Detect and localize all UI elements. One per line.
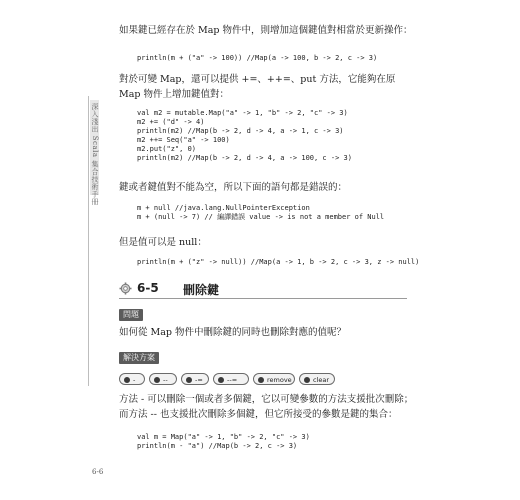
code-block-update: println(m + ("a" -> 100)) //Map(a -> 100, b -> 2, c -> 3) [137,54,378,62]
bullet-icon [124,377,130,383]
problem-label: 問題 [119,309,143,321]
section-heading [119,281,407,299]
op-pill-minus-minus [149,373,177,385]
code-block-remove: val m = Map("a" -> 1, "b" -> 2, "c" -> 3) println(m - "a") //Map(b -> 2, c -> 3) [137,433,310,450]
page-number: 6-6 [92,468,104,476]
book-title-vertical: 深入淺出 Scala 集合技術手冊 [91,103,99,206]
code-block-null-errors: m + null //java.lang.NullPointerException m + (null -> 7) // 編譯錯誤 value -> is not a member of Null [137,204,385,221]
bullet-icon [304,377,310,383]
code-block-null-value: println(m + ("z" -> null)) //Map(a -> 1, b -> 2, c -> 3, z -> null) [137,258,420,266]
op-label: --= [227,376,238,384]
op-label: - [133,376,136,384]
op-pill-minus [119,373,145,385]
op-label: -- [163,376,168,384]
section-underline [119,298,407,299]
op-pill-minus-minus-equals [213,373,249,385]
bullet-icon [186,377,192,383]
op-label: -= [195,376,203,384]
paragraph-null-value: 但是值可以是 null： [119,237,207,248]
paragraph-problem: 如何從 Map 物件中刪除鍵的同時也刪除對應的值呢？ [119,327,347,338]
paragraph-null-keys: 鍵或者鍵值對不能為空，所以下面的語句都是錯誤的： [119,182,348,193]
solution-label: 解決方案 [119,352,159,364]
op-label: clear [313,376,330,384]
bullet-icon [218,377,224,383]
op-pill-remove [253,373,295,385]
paragraph-update-key: 如果鍵已經存在於 Map 物件中，則增加這個鍵值對相當於更新操作： [119,25,413,36]
bullet-icon [154,377,160,383]
section-title: 刪除鍵 [183,283,220,297]
paragraph-mutable-map: 對於可變 Map，還可以提供 +=、++=、put 方法，它能夠在原 Map 物件上增加鍵值對： [119,74,396,100]
margin-rule [88,96,89,386]
section-gear-icon [119,282,132,295]
code-block-mutable: val m2 = mutable.Map("a" -> 1, "b" -> 2, "c" -> 3) m2 += ("d" -> 4) println(m2) //Map(b -> 2, d -> 4, a -> 1, c -> 3) m2 ++= Seq("a" -> 100) m2.put("z", 0) println(m2) //Map(b -> 2, d -> 4, a -> 100, c -> 3) [137,109,352,162]
op-label: remove [267,376,292,384]
section-number: 6-5 [137,281,159,295]
op-pill-clear [299,373,335,385]
paragraph-solution: 方法 - 可以刪除一個或者多個鍵，它以可變參數的方法支援批次刪除；而方法 -- 也支援批次刪除多個鍵，但它所接受的參數是鍵的集合： [119,394,414,420]
op-pill-minus-equals [181,373,209,385]
bullet-icon [258,377,264,383]
